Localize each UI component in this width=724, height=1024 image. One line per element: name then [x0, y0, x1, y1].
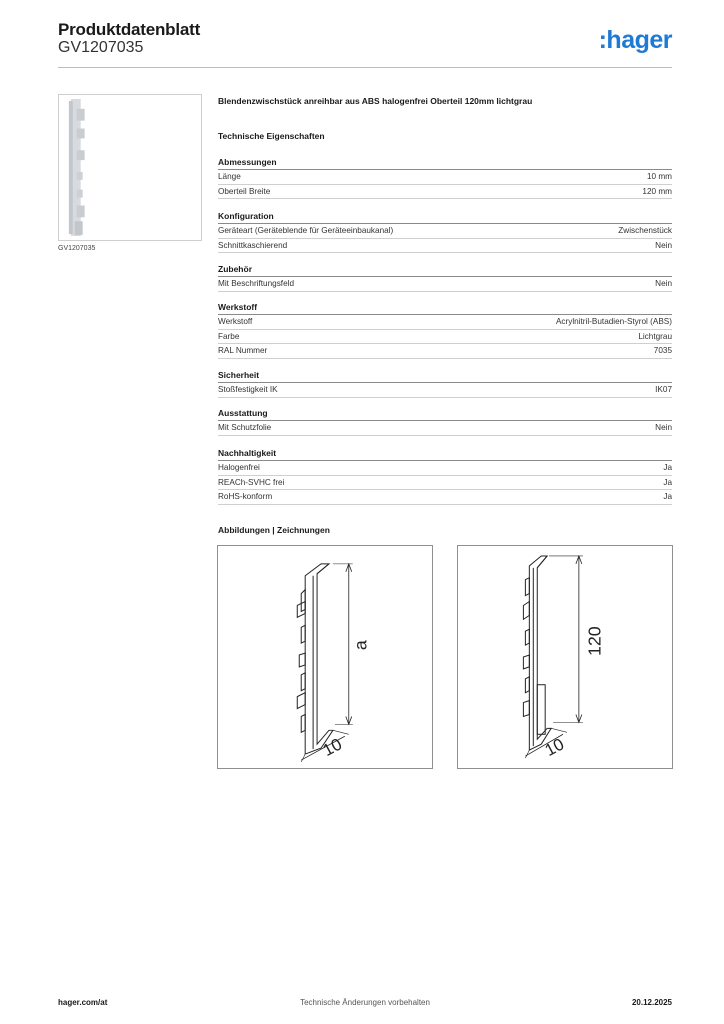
section-title: Konfiguration [218, 209, 672, 224]
drawing-1-depth-label: 10 [319, 734, 346, 761]
spec-value: Ja [663, 492, 672, 501]
section-title: Zubehör [218, 262, 672, 277]
section-ausstattung [218, 406, 672, 436]
spec-value: Acrylnitril-Butadien-Styrol (ABS) [555, 317, 672, 326]
spec-value: IK07 [655, 385, 672, 394]
hager-logo: :hager [598, 26, 672, 54]
drawing-2-height-label: 120 [584, 626, 605, 657]
spec-row [218, 330, 672, 345]
spec-value: Ja [663, 477, 672, 487]
spec-label: Geräteart (Geräteblende für Geräteeinbaukanal) [218, 226, 394, 235]
spec-value: 120 mm [642, 186, 672, 196]
section-nachhaltigkeit [218, 446, 672, 505]
spec-label: RAL Nummer [218, 346, 268, 355]
drawing-2-depth-label: 10 [541, 734, 568, 761]
footer-date: 20.12.2025 [631, 998, 672, 1007]
specs-heading: Technische Eigenschaften [218, 131, 325, 141]
spec-value: 7035 [653, 346, 672, 355]
spec-row [218, 490, 672, 505]
spec-row [218, 421, 672, 436]
spec-row [218, 344, 672, 359]
spec-row [218, 170, 672, 185]
article-number: GV1207035 [58, 39, 144, 56]
section-abmessungen [218, 155, 672, 199]
drawing-1-height-label: a [350, 640, 371, 651]
product-title: Blendenzwischstück anreihbar aus ABS halogenfrei Oberteil 120mm lichtgrau [218, 96, 533, 106]
spec-value: Nein [655, 279, 672, 288]
spec-label: Farbe [218, 331, 240, 341]
spec-value: Ja [663, 463, 672, 472]
product-thumbnail [58, 94, 202, 241]
spec-label: Mit Beschriftungsfeld [218, 279, 294, 288]
spec-label: Mit Schutzfolie [218, 423, 272, 432]
spec-value: Nein [655, 240, 672, 250]
figures-heading: Abbildungen | Zeichnungen [218, 525, 330, 535]
section-werkstoff [218, 300, 672, 359]
spec-row [218, 239, 672, 254]
section-konfiguration [218, 209, 672, 253]
spec-value: Lichtgrau [638, 331, 672, 341]
section-title: Werkstoff [218, 300, 672, 315]
spec-row [218, 277, 672, 292]
technical-drawing-2 [457, 545, 673, 769]
document-title: Produktdatenblatt [58, 20, 201, 39]
spec-value: Zwischenstück [618, 226, 672, 235]
spec-row [218, 383, 672, 398]
spec-value: Nein [655, 423, 672, 432]
spec-value: 10 mm [646, 172, 672, 181]
spec-label: Werkstoff [218, 317, 253, 326]
spec-label: Halogenfrei [218, 463, 260, 472]
spec-row [218, 224, 672, 239]
spec-row [218, 315, 672, 330]
spec-label: Oberteil Breite [218, 186, 271, 196]
footer-website-link[interactable]: hager.com/at [58, 998, 108, 1007]
section-sicherheit [218, 368, 672, 398]
spec-row [218, 461, 672, 476]
page-header [58, 20, 672, 68]
footer-notice: Technische Änderungen vorbehalten [300, 998, 430, 1007]
spec-label: RoHS-konform [218, 492, 273, 501]
technical-drawing-1 [217, 545, 433, 769]
spec-label: Stoßfestigkeit IK [218, 385, 278, 394]
spec-row [218, 476, 672, 491]
section-title: Nachhaltigkeit [218, 446, 672, 461]
spec-row [218, 185, 672, 200]
product-thumbnail-image [59, 95, 201, 240]
drawing-2-svg [458, 546, 672, 768]
section-zubehoer [218, 262, 672, 292]
drawing-1-svg [218, 546, 432, 768]
thumbnail-caption: GV1207035 [58, 245, 96, 252]
spec-label: Länge [218, 172, 241, 181]
section-title: Ausstattung [218, 406, 672, 421]
section-title: Abmessungen [218, 155, 672, 170]
spec-label: Schnittkaschierend [218, 240, 288, 250]
section-title: Sicherheit [218, 368, 672, 383]
spec-label: REACh-SVHC frei [218, 477, 285, 487]
